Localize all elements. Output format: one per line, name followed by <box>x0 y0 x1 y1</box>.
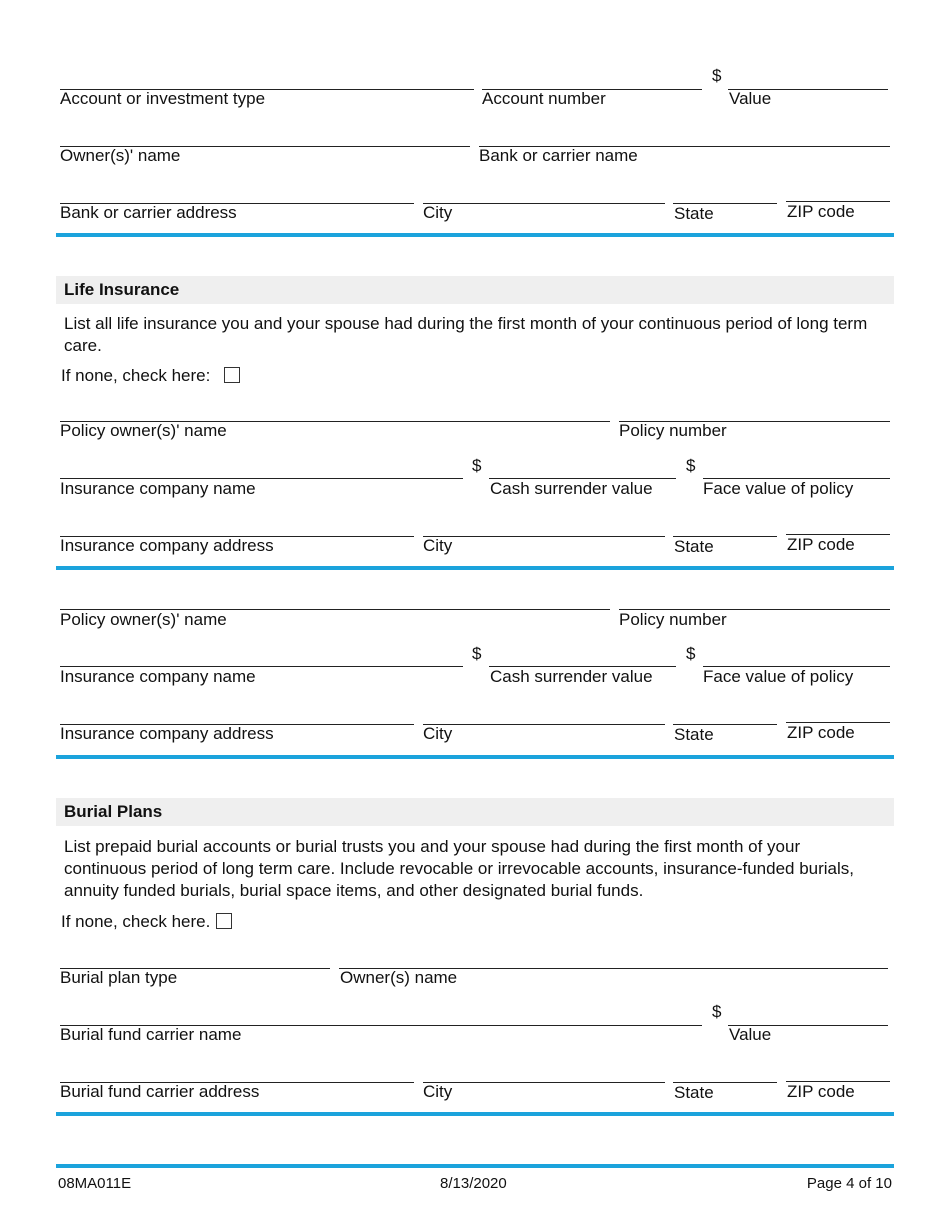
cash-surrender-dollar: $ <box>472 456 482 475</box>
cash-surrender-input[interactable] <box>489 644 676 666</box>
section-divider <box>56 566 894 570</box>
burial-plan-type-input[interactable] <box>60 946 330 968</box>
face-value-dollar: $ <box>686 456 696 475</box>
insurance-city-line <box>423 724 665 725</box>
policy-owner-input[interactable] <box>60 399 610 421</box>
footer-rule <box>56 1164 894 1168</box>
bank-state-input[interactable] <box>673 181 777 203</box>
cash-surrender-label: Cash surrender value <box>490 479 653 498</box>
burial-plans-title: Burial Plans <box>64 802 163 821</box>
section-divider <box>56 233 894 237</box>
burial-none-checkbox[interactable] <box>216 913 232 929</box>
burial-owner-input[interactable] <box>339 946 888 968</box>
bank-zip-label: ZIP code <box>787 202 855 221</box>
policy-owner-input[interactable] <box>60 587 610 609</box>
life-insurance-description: List all life insurance you and your spouse had during the first month of your continuous period of long term care. <box>64 314 868 355</box>
insurance-zip-input[interactable] <box>786 512 890 534</box>
insurance-company-label: Insurance company name <box>60 479 256 498</box>
account-type-input[interactable] <box>60 67 474 89</box>
owner-name-input[interactable] <box>60 124 470 146</box>
burial-plan-type-label: Burial plan type <box>60 968 178 987</box>
life-insurance-none-row <box>61 366 240 386</box>
insurance-zip-label: ZIP code <box>787 535 855 554</box>
face-value-label: Face value of policy <box>703 667 854 686</box>
account-value-dollar: $ <box>712 66 722 85</box>
policy-owner-label: Policy owner(s)' name <box>60 421 227 440</box>
bank-state-label: State <box>674 204 714 223</box>
face-value-input[interactable] <box>703 456 890 478</box>
policy-number-label: Policy number <box>619 421 727 440</box>
insurance-company-label: Insurance company name <box>60 667 256 686</box>
bank-city-input[interactable] <box>423 181 665 203</box>
bank-city-label: City <box>423 203 453 222</box>
face-value-label: Face value of policy <box>703 479 854 498</box>
policy-number-label: Policy number <box>619 610 727 629</box>
insurance-city-line <box>423 536 665 537</box>
insurance-address-label: Insurance company address <box>60 536 274 555</box>
policy-number-input[interactable] <box>619 399 890 421</box>
burial-state-label: State <box>674 1083 714 1102</box>
section-divider <box>56 1112 894 1116</box>
insurance-address-input[interactable] <box>60 702 414 724</box>
life-insurance-title: Life Insurance <box>64 280 180 299</box>
insurance-company-input[interactable] <box>60 644 463 666</box>
burial-state-input[interactable] <box>673 1060 777 1082</box>
burial-owner-label: Owner(s) name <box>340 968 458 987</box>
footer-page-number: Page 4 of 10 <box>806 1175 892 1192</box>
bank-address-label: Bank or carrier address <box>60 203 237 222</box>
bank-name-input[interactable] <box>479 124 890 146</box>
burial-zip-label: ZIP code <box>787 1082 855 1101</box>
footer-form-id: 08MA011E <box>58 1175 132 1192</box>
section-divider <box>56 755 894 759</box>
burial-plans-description: List prepaid burial accounts or burial trusts you and your spouse had during the first month of your continuous period of long term care. Include revocable or irrevocable accounts, insurance-funded burials, annuity funded burials, burial space items, and other designated burial funds. <box>64 837 855 900</box>
insurance-state-input[interactable] <box>673 514 777 536</box>
insurance-city-label: City <box>423 536 453 555</box>
face-value-dollar: $ <box>686 644 696 663</box>
life-insurance-none-label: If none, check here: <box>61 366 211 385</box>
bank-city-line <box>423 203 665 204</box>
owner-name-label: Owner(s)' name <box>60 146 181 165</box>
burial-carrier-name-label: Burial fund carrier name <box>60 1025 242 1044</box>
account-value-label: Value <box>729 89 772 108</box>
burial-zip-input[interactable] <box>786 1059 890 1081</box>
insurance-state-label: State <box>674 537 714 556</box>
insurance-zip-label: ZIP code <box>787 723 855 742</box>
insurance-state-input[interactable] <box>673 702 777 724</box>
burial-value-label: Value <box>729 1025 772 1044</box>
insurance-zip-input[interactable] <box>786 700 890 722</box>
life-insurance-header <box>56 276 894 304</box>
bank-name-label: Bank or carrier name <box>479 146 638 165</box>
account-number-input[interactable] <box>482 67 702 89</box>
burial-value-dollar: $ <box>712 1002 722 1021</box>
cash-surrender-label: Cash surrender value <box>490 667 653 686</box>
policy-number-input[interactable] <box>619 587 890 609</box>
burial-none-label: If none, check here. <box>61 912 211 931</box>
footer-date: 8/13/2020 <box>440 1175 507 1192</box>
burial-value-input[interactable] <box>728 1003 888 1025</box>
burial-none-row <box>61 912 232 932</box>
cash-surrender-input[interactable] <box>489 456 676 478</box>
bank-address-input[interactable] <box>60 181 414 203</box>
face-value-input[interactable] <box>703 644 890 666</box>
account-type-label: Account or investment type <box>60 89 266 108</box>
burial-plans-header <box>56 798 894 826</box>
account-value-input[interactable] <box>728 67 888 89</box>
burial-address-input[interactable] <box>60 1060 414 1082</box>
insurance-city-input[interactable] <box>423 514 665 536</box>
bank-zip-input[interactable] <box>786 179 890 201</box>
insurance-address-label: Insurance company address <box>60 724 274 743</box>
insurance-address-input[interactable] <box>60 514 414 536</box>
insurance-state-label: State <box>674 725 714 744</box>
insurance-company-input[interactable] <box>60 456 463 478</box>
insurance-city-label: City <box>423 724 453 743</box>
policy-owner-label: Policy owner(s)' name <box>60 610 227 629</box>
burial-address-label: Burial fund carrier address <box>60 1082 260 1101</box>
insurance-city-input[interactable] <box>423 702 665 724</box>
account-number-label: Account number <box>482 89 606 108</box>
cash-surrender-dollar: $ <box>472 644 482 663</box>
life-insurance-none-checkbox[interactable] <box>224 367 240 383</box>
burial-city-input[interactable] <box>423 1060 665 1082</box>
burial-carrier-name-input[interactable] <box>60 1003 702 1025</box>
burial-city-label: City <box>423 1082 453 1101</box>
burial-city-line <box>423 1082 665 1083</box>
